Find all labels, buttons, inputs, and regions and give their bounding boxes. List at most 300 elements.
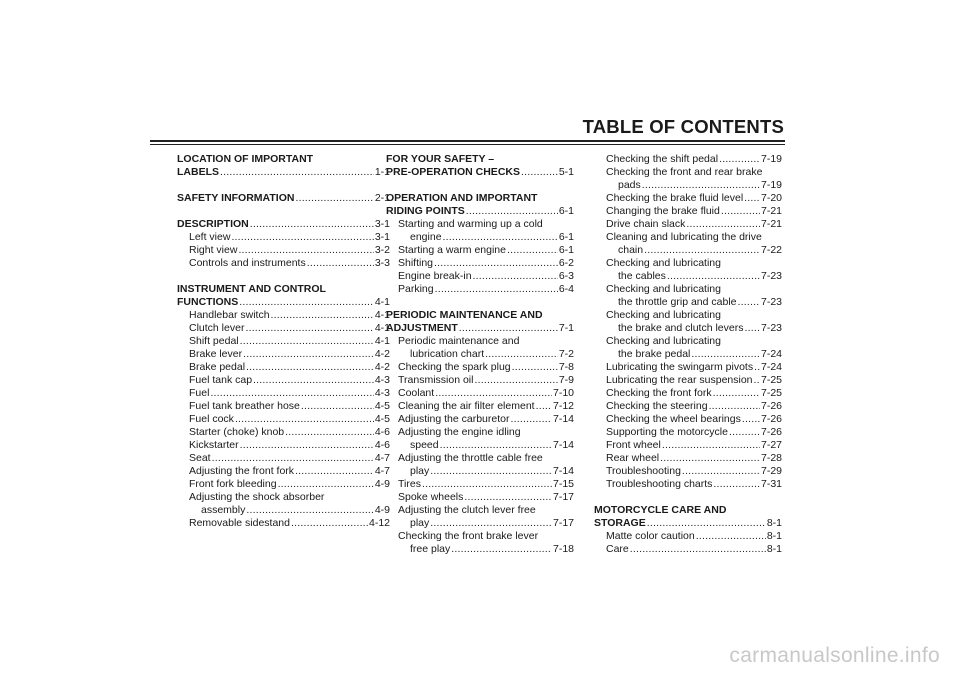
toc-section[interactable] (177, 218, 390, 231)
page-number: 7-14 (552, 413, 574, 425)
dot-leader (647, 517, 766, 530)
page-number: 7-26 (760, 413, 782, 425)
dot-leader (696, 530, 766, 543)
dot-leader (301, 400, 374, 413)
dot-leader (271, 309, 374, 322)
entry-title: Engine break-in (398, 270, 472, 282)
entry-title: Front fork bleeding (189, 478, 277, 490)
entry-title: Brake pedal (189, 361, 246, 373)
entry-title: pads (618, 179, 641, 191)
entry-title: PRE-OPERATION CHECKS (386, 166, 520, 178)
page-number: 3-3 (374, 257, 390, 269)
toc-entry[interactable] (594, 530, 782, 543)
toc-entry[interactable] (594, 257, 782, 283)
dot-leader (709, 400, 760, 413)
entry-title: assembly (201, 504, 246, 516)
entry-title: Checking the steering (606, 400, 708, 412)
page-number: 7-15 (552, 478, 574, 490)
entry-title: Controls and instruments (189, 257, 306, 269)
entry-title: Clutch lever (189, 322, 245, 334)
entry-title: Lubricating the swingarm pivots (606, 361, 754, 373)
entry-title: speed (410, 439, 439, 451)
toc-entry[interactable] (594, 218, 782, 231)
entry-title-line: PERIODIC MAINTENANCE AND (386, 309, 543, 321)
page-number: 7-14 (552, 439, 574, 451)
page-title: TABLE OF CONTENTS (582, 116, 784, 137)
page-number: 4-3 (374, 387, 390, 399)
toc-entry[interactable] (594, 153, 782, 166)
toc-entry[interactable] (386, 491, 574, 504)
toc-column-3 (594, 153, 782, 556)
entry-title: Adjusting the front fork (189, 465, 295, 477)
entry-title: LABELS (177, 166, 219, 178)
page-number: 4-1 (374, 322, 390, 334)
toc-entry[interactable] (594, 426, 782, 439)
dot-leader (742, 413, 760, 426)
dot-leader (510, 413, 552, 426)
page-number: 4-9 (374, 478, 390, 490)
entry-title: Matte color caution (606, 530, 695, 542)
dot-leader (434, 257, 558, 270)
page-number: 4-1 (374, 309, 390, 321)
dot-leader (466, 205, 558, 218)
entry-title: Supporting the motorcycle (606, 426, 728, 438)
page-number: 7-21 (760, 218, 782, 230)
entry-row (177, 257, 390, 270)
toc-entry[interactable] (386, 283, 574, 296)
entry-title: the brake and clutch levers (618, 322, 744, 334)
entry-title: Seat (189, 452, 211, 464)
entry-title: FUNCTIONS (177, 296, 239, 308)
toc-entry[interactable] (386, 400, 574, 413)
toc-entry[interactable] (386, 413, 574, 426)
entry-row (177, 335, 390, 348)
toc-entry[interactable] (177, 491, 390, 517)
dot-leader (521, 166, 558, 179)
entry-row (594, 543, 782, 556)
section-gap (386, 296, 574, 309)
entry-row (594, 270, 782, 283)
dot-leader (660, 452, 760, 465)
entry-row (594, 374, 782, 387)
section-gap (386, 179, 574, 192)
page-number: 6-1 (558, 205, 574, 217)
section-gap (177, 179, 390, 192)
page-number: 2-1 (374, 192, 390, 204)
entry-row (594, 322, 782, 335)
dot-leader (464, 491, 552, 504)
toc-entry[interactable] (386, 530, 574, 556)
page-number: 8-1 (766, 530, 782, 542)
entry-title: Removable sidestand (189, 517, 290, 529)
entry-title: the cables (618, 270, 666, 282)
entry-title: Right view (189, 244, 238, 256)
toc-entry[interactable] (177, 452, 390, 465)
toc-entry[interactable] (594, 478, 782, 491)
page-number: 7-25 (760, 374, 782, 386)
entry-title-line: MOTORCYCLE CARE AND (594, 504, 727, 516)
toc-entry[interactable] (177, 400, 390, 413)
entry-row (386, 205, 574, 218)
entry-title: the brake pedal (618, 348, 691, 360)
entry-title: Checking the brake fluid level (606, 192, 744, 204)
entry-row (386, 543, 574, 556)
toc-entry[interactable] (386, 257, 574, 270)
page-number: 4-2 (374, 348, 390, 360)
dot-leader (291, 517, 368, 530)
toc-section[interactable] (386, 309, 574, 335)
toc-section[interactable] (177, 153, 390, 179)
entry-title: SAFETY INFORMATION (177, 192, 295, 204)
entry-row (594, 153, 782, 166)
toc-entry[interactable] (594, 361, 782, 374)
page-number: 6-3 (558, 270, 574, 282)
toc-section[interactable] (177, 283, 390, 309)
toc-entry[interactable] (177, 387, 390, 400)
toc-entry[interactable] (594, 231, 782, 257)
entry-title: Adjusting the carburetor (398, 413, 510, 425)
toc-entry[interactable] (386, 478, 574, 491)
entry-title: play (410, 465, 430, 477)
page-number: 7-22 (760, 244, 782, 256)
page-number: 7-19 (760, 153, 782, 165)
dot-leader (220, 166, 374, 179)
entry-title: Spoke wheels (398, 491, 464, 503)
toc-entry[interactable] (386, 335, 574, 361)
entry-row (386, 465, 574, 478)
page-number: 7-23 (760, 270, 782, 282)
toc-entry[interactable] (177, 374, 390, 387)
entry-row (386, 283, 574, 296)
dot-leader (507, 244, 558, 257)
entry-row (386, 244, 574, 257)
page-number: 4-7 (374, 452, 390, 464)
dot-leader (644, 244, 760, 257)
toc-entry[interactable] (594, 166, 782, 192)
dot-leader (231, 231, 373, 244)
dot-leader (238, 244, 373, 257)
entry-row (386, 322, 574, 335)
toc-entry[interactable] (594, 205, 782, 218)
toc-entry[interactable] (177, 517, 390, 530)
page-number: 8-1 (766, 517, 782, 529)
watermark-text: carmanualsonline.info (729, 644, 940, 667)
entry-row (177, 192, 390, 205)
toc-section[interactable] (594, 504, 782, 530)
toc-entry[interactable] (386, 361, 574, 374)
toc-entry[interactable] (594, 283, 782, 309)
toc-entry[interactable] (177, 478, 390, 491)
entry-title: Checking the spark plug (398, 361, 511, 373)
entry-title-line: Cleaning and lubricating the drive (606, 231, 762, 243)
page-number: 7-14 (552, 465, 574, 477)
toc-entry[interactable] (594, 439, 782, 452)
entry-row (594, 244, 782, 257)
dot-leader (536, 400, 552, 413)
page-number: 6-1 (558, 231, 574, 243)
entry-title: Tires (398, 478, 421, 490)
toc-entry[interactable] (386, 218, 574, 244)
page-number: 1-1 (374, 166, 390, 178)
entry-title-line: FOR YOUR SAFETY – (386, 153, 495, 165)
entry-title: Transmission oil (398, 374, 474, 386)
entry-row (594, 478, 782, 491)
entry-row (386, 400, 574, 413)
dot-leader (686, 218, 760, 231)
section-gap (177, 205, 390, 218)
entry-row (594, 530, 782, 543)
dot-leader (754, 361, 760, 374)
dot-leader (719, 153, 760, 166)
toc-entry[interactable] (594, 400, 782, 413)
entry-title: Handlebar switch (189, 309, 270, 321)
dot-leader (745, 322, 760, 335)
dot-leader (729, 426, 760, 439)
page-number: 7-25 (760, 387, 782, 399)
dot-leader (744, 192, 760, 205)
entry-row (386, 257, 574, 270)
toc-entry[interactable] (177, 309, 390, 322)
page-number: 4-9 (374, 504, 390, 516)
entry-title: Front wheel (606, 439, 661, 451)
entry-title-line: INSTRUMENT AND CONTROL (177, 283, 326, 295)
entry-title-line: Checking and lubricating (606, 309, 721, 321)
toc-section[interactable] (386, 153, 574, 179)
entry-title: Checking the shift pedal (606, 153, 719, 165)
entry-row (594, 387, 782, 400)
entry-row (177, 452, 390, 465)
entry-title-line: Checking and lubricating (606, 283, 721, 295)
toc-entry[interactable] (386, 387, 574, 400)
dot-leader (662, 439, 760, 452)
page-number: 7-24 (760, 348, 782, 360)
page-number: 4-3 (374, 374, 390, 386)
entry-row (386, 517, 574, 530)
page-number: 7-12 (552, 400, 574, 412)
entry-title-line: OPERATION AND IMPORTANT (386, 192, 538, 204)
dot-leader (738, 296, 760, 309)
entry-row (177, 218, 390, 231)
page-number: 7-26 (760, 400, 782, 412)
toc-entry[interactable] (594, 543, 782, 556)
entry-row (386, 478, 574, 491)
title-rule-thin (150, 144, 785, 145)
entry-row (177, 387, 390, 400)
toc-entry[interactable] (177, 465, 390, 478)
toc-entry[interactable] (177, 231, 390, 244)
toc-entry[interactable] (177, 348, 390, 361)
toc-entry[interactable] (177, 426, 390, 439)
entry-row (177, 309, 390, 322)
entry-row (177, 439, 390, 452)
entry-row (594, 192, 782, 205)
entry-row (177, 361, 390, 374)
entry-title: Checking the wheel bearings (606, 413, 741, 425)
entry-title: play (410, 517, 430, 529)
dot-leader (253, 374, 374, 387)
entry-title: Kickstarter (189, 439, 239, 451)
entry-row (177, 322, 390, 335)
entry-title: Brake lever (189, 348, 243, 360)
dot-leader (435, 283, 558, 296)
entry-row (594, 361, 782, 374)
entry-row (594, 400, 782, 413)
toc-entry[interactable] (177, 335, 390, 348)
entry-title: Lubricating the rear suspension (606, 374, 753, 386)
dot-leader (691, 348, 760, 361)
entry-title: Changing the brake fluid (606, 205, 720, 217)
toc-entry[interactable] (177, 244, 390, 257)
toc-entry[interactable] (594, 465, 782, 478)
entry-title: Checking the front fork (606, 387, 712, 399)
dot-leader (430, 517, 552, 530)
entry-title: Shift pedal (189, 335, 239, 347)
entry-row (594, 348, 782, 361)
dot-leader (473, 270, 558, 283)
entry-title-line: Starting and warming up a cold (398, 218, 543, 230)
entry-row (177, 426, 390, 439)
entry-row (594, 452, 782, 465)
page-number: 7-1 (558, 322, 574, 334)
page-number: 5-1 (558, 166, 574, 178)
page-number: 6-2 (558, 257, 574, 269)
section-gap (594, 491, 782, 504)
toc-entry[interactable] (386, 270, 574, 283)
page-number: 7-17 (552, 491, 574, 503)
entry-title: Care (606, 543, 629, 555)
dot-leader (713, 387, 760, 400)
page-number: 4-12 (368, 517, 390, 529)
entry-row (177, 296, 390, 309)
title-rule-thick (150, 140, 785, 142)
entry-title: chain (618, 244, 644, 256)
dot-leader (485, 348, 558, 361)
dot-leader (246, 361, 374, 374)
entry-title-line: Adjusting the throttle cable free (398, 452, 543, 464)
entry-row (594, 439, 782, 452)
page-number: 4-6 (374, 439, 390, 451)
toc-entry[interactable] (177, 322, 390, 335)
page-number: 4-1 (374, 335, 390, 347)
entry-title: the throttle grip and cable (618, 296, 737, 308)
dot-leader (285, 426, 374, 439)
entry-row (386, 491, 574, 504)
toc-entry[interactable] (386, 244, 574, 257)
page-number: 7-19 (760, 179, 782, 191)
toc-entry[interactable] (594, 413, 782, 426)
dot-leader (435, 387, 552, 400)
entry-title-line: Checking and lubricating (606, 257, 721, 269)
entry-title: Fuel cock (189, 413, 234, 425)
dot-leader (235, 413, 374, 426)
entry-title: Troubleshooting charts (606, 478, 713, 490)
toc-section[interactable] (177, 192, 390, 205)
entry-title-line: Adjusting the shock absorber (189, 491, 325, 503)
entry-title: Left view (189, 231, 231, 243)
entry-title-line: Periodic maintenance and (398, 335, 520, 347)
dot-leader (250, 218, 374, 231)
toc-entry[interactable] (177, 257, 390, 270)
toc-entry[interactable] (594, 335, 782, 361)
toc-entry[interactable] (386, 504, 574, 530)
entry-title-line: Checking the front brake lever (398, 530, 539, 542)
dot-leader (210, 387, 373, 400)
dot-leader (240, 439, 374, 452)
entry-title: Shifting (398, 257, 434, 269)
entry-row (594, 179, 782, 192)
entry-title: free play (410, 543, 451, 555)
dot-leader (642, 179, 760, 192)
entry-row (386, 413, 574, 426)
page-number: 7-23 (760, 322, 782, 334)
entry-title: Drive chain slack (606, 218, 686, 230)
dot-leader (307, 257, 374, 270)
entry-row (386, 439, 574, 452)
entry-title-line: Checking and lubricating (606, 335, 721, 347)
dot-leader (239, 296, 374, 309)
entry-row (177, 478, 390, 491)
entry-row (177, 374, 390, 387)
entry-title: RIDING POINTS (386, 205, 465, 217)
entry-row (594, 517, 782, 530)
entry-row (386, 348, 574, 361)
entry-title: Rear wheel (606, 452, 660, 464)
dot-leader (212, 452, 374, 465)
entry-row (594, 218, 782, 231)
entry-row (177, 400, 390, 413)
entry-row (177, 504, 390, 517)
entry-title: Starter (choke) knob (189, 426, 285, 438)
toc-entry[interactable] (177, 439, 390, 452)
entry-row (594, 465, 782, 478)
dot-leader (451, 543, 552, 556)
toc-entry[interactable] (594, 192, 782, 205)
dot-leader (440, 439, 552, 452)
dot-leader (630, 543, 766, 556)
page-number: 3-2 (374, 244, 390, 256)
page-number: 7-29 (760, 465, 782, 477)
entry-title: Cleaning the air filter element (398, 400, 535, 412)
page-number: 7-28 (760, 452, 782, 464)
toc-entry[interactable] (386, 374, 574, 387)
toc-entry[interactable] (594, 387, 782, 400)
entry-row (594, 413, 782, 426)
page-number: 7-17 (552, 517, 574, 529)
page-number: 7-26 (760, 426, 782, 438)
toc-entry[interactable] (177, 413, 390, 426)
page-number: 7-20 (760, 192, 782, 204)
toc-column-2 (386, 153, 574, 556)
page-number: 4-7 (374, 465, 390, 477)
page-number: 4-5 (374, 413, 390, 425)
entry-title: Starting a warm engine (398, 244, 506, 256)
page-number: 8-1 (766, 543, 782, 555)
dot-leader (754, 374, 760, 387)
toc-entry[interactable] (594, 452, 782, 465)
toc-section[interactable] (386, 192, 574, 218)
toc-entry[interactable] (594, 309, 782, 335)
page-number: 3-1 (374, 218, 390, 230)
toc-entry[interactable] (386, 426, 574, 452)
toc-entry[interactable] (386, 452, 574, 478)
entry-row (177, 166, 390, 179)
toc-entry[interactable] (177, 361, 390, 374)
entry-title: Fuel tank cap (189, 374, 253, 386)
toc-column-1 (177, 153, 390, 530)
section-gap (177, 270, 390, 283)
toc-entry[interactable] (594, 374, 782, 387)
entry-row (594, 426, 782, 439)
